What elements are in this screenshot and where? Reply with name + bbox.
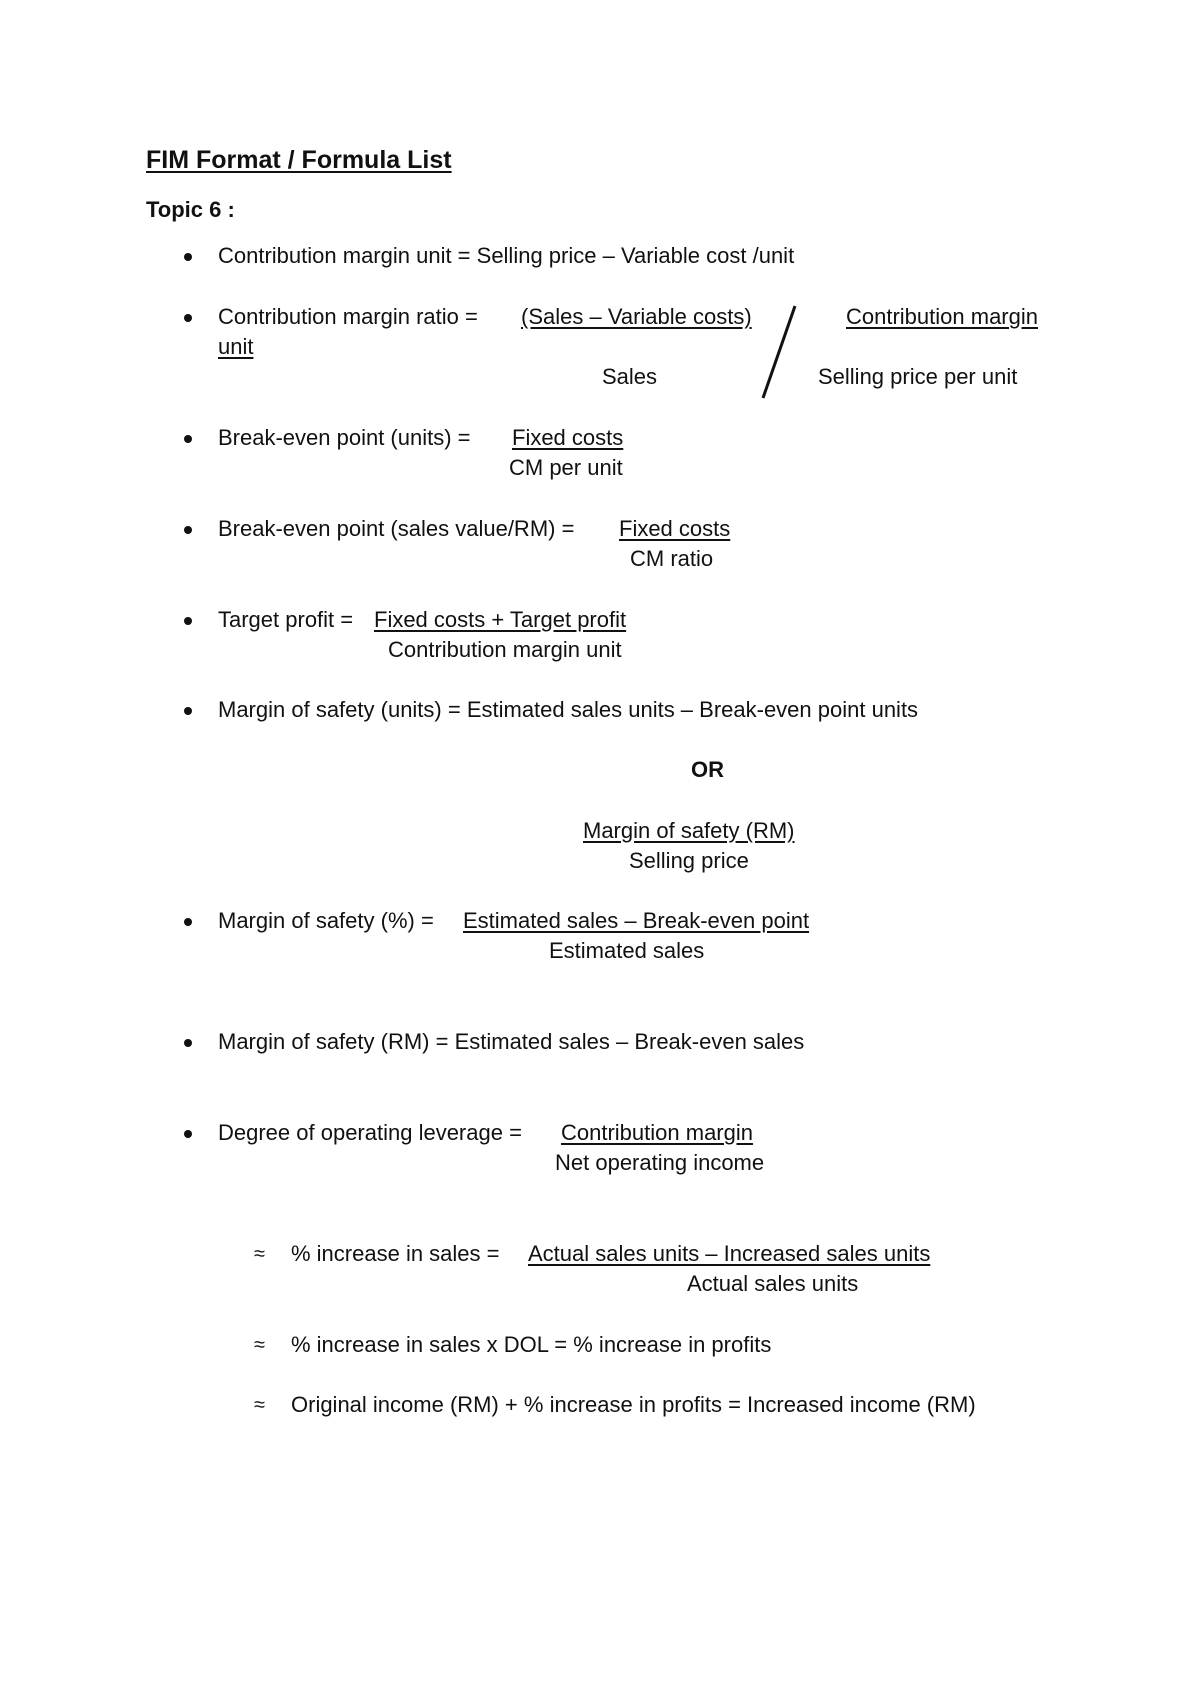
formula-bep-sales-denominator: CM ratio — [630, 546, 714, 571]
formula-income: Original income (RM) + % increase in profits = Increased income (RM) — [291, 1392, 976, 1417]
approx-bullet-icon: ≈ — [254, 1334, 265, 1356]
formula-bep-sales-numerator: Fixed costs — [619, 516, 731, 541]
bullet — [184, 1039, 192, 1047]
page-title: FIM Format / Formula List — [146, 146, 452, 174]
formula-bep-units-denominator: CM per unit — [509, 455, 623, 480]
formula-dol-denominator: Net operating income — [555, 1150, 765, 1175]
formula-cm-ratio-lead: Contribution margin ratio = — [218, 304, 478, 329]
formula-pct-increase-lead: % increase in sales = — [291, 1241, 500, 1266]
or-separator: OR — [691, 757, 724, 782]
formula-pct-increase-denominator: Actual sales units — [687, 1271, 859, 1296]
formula-dol-numerator: Contribution margin — [561, 1120, 753, 1145]
formula-bep-sales-lead: Break-even point (sales value/RM) = — [218, 516, 575, 541]
formula-target-profit-denominator: Contribution margin unit — [388, 637, 622, 662]
formula-target-profit-numerator: Fixed costs + Target profit — [374, 607, 627, 632]
bullet — [184, 1130, 192, 1138]
formula-target-profit-lead: Target profit = — [218, 607, 354, 632]
formula-cm-ratio-denominator-1: Sales — [602, 364, 658, 389]
formula-bep-units-numerator: Fixed costs — [512, 425, 624, 450]
formula-cm-ratio-numerator-2: Contribution margin — [846, 304, 1038, 329]
formula-pct-dol: % increase in sales x DOL = % increase in profits — [291, 1332, 772, 1357]
bullet — [184, 918, 192, 926]
approx-bullet-icon: ≈ — [254, 1243, 265, 1265]
formula-cm-ratio-denominator-2: Selling price per unit — [818, 364, 1018, 389]
formula-bep-units-lead: Break-even point (units) = — [218, 425, 471, 450]
bullet — [184, 435, 192, 443]
bullet — [184, 617, 192, 625]
formula-pct-increase-numerator: Actual sales units – Increased sales units — [528, 1241, 931, 1266]
formula-cm-unit: Contribution margin unit = Selling price – Variable cost /unit — [218, 243, 795, 268]
bullet — [184, 707, 192, 715]
approx-bullet-icon: ≈ — [254, 1394, 265, 1416]
formula-mos-pct-lead: Margin of safety (%) = — [218, 908, 434, 933]
formula-dol-lead: Degree of operating leverage = — [218, 1120, 522, 1145]
formula-mos-pct-numerator: Estimated sales – Break-even point — [463, 908, 810, 933]
formula-mos-pct-denominator: Estimated sales — [549, 938, 705, 963]
formula-mos-units: Margin of safety (units) = Estimated sales units – Break-even point units — [218, 697, 919, 722]
formula-mos-rm: Margin of safety (RM) = Estimated sales – Break-even sales — [218, 1029, 805, 1054]
topic-heading: Topic 6 : — [146, 197, 235, 222]
formula-cm-ratio-numerator-1: (Sales – Variable costs) — [521, 304, 752, 329]
formula-mos-alt-denominator: Selling price — [629, 848, 749, 873]
bullet — [184, 526, 192, 534]
formula-mos-alt-numerator: Margin of safety (RM) — [583, 818, 795, 843]
formula-cm-ratio-numerator-2-cont: unit — [218, 334, 254, 359]
